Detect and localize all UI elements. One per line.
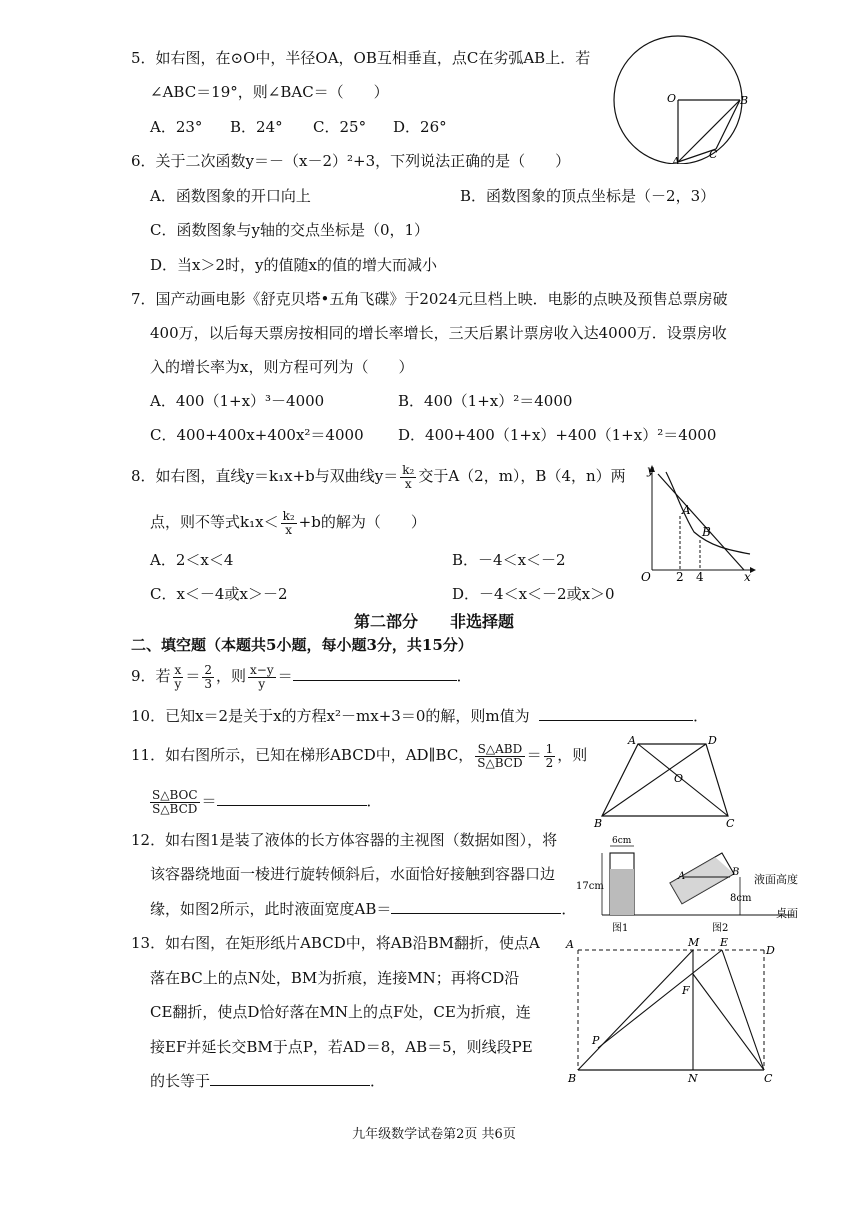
label-y: y [647,463,654,477]
q13-rectangle-figure [560,932,782,1088]
label-d: D [766,944,775,957]
label-e: E [720,936,729,949]
q13-line5: 的长等于 ． [150,1072,386,1090]
q7-option-c: C．400+400x+400x²＝4000 [150,426,364,444]
label-c: C [709,148,718,161]
label-b: B [594,817,603,830]
label-o: O [674,772,684,785]
q10-line: 10．已知x＝2是关于x的方程x²－mx+3＝0的解，则m值为 ． [131,707,709,725]
q8-option-a: A．2＜x＜4 [150,551,234,569]
q8-option-c: C．x＜－4或x＞－2 [150,585,288,603]
label-desk: 桌面 [776,907,798,920]
q8-option-b: B．－4＜x＜－2 [452,551,566,569]
q8-line1: 8．如右图，直线y＝k₁x+b与双曲线y＝ $\frac{\text{k₂}}{x}$ 交于A（2，m），B（4，n）两 [131,462,626,491]
q7-line2: 400万，以后每天票房按相同的增长率增长，三天后累计票房收入达4000万．设票房收 [150,324,727,342]
label-8cm: 8cm [730,893,752,904]
label-b: B [732,867,740,878]
label-b: B [740,94,749,107]
q12-answer-blank[interactable] [391,899,561,914]
q5-line1: 5．如右图，在⊙O中，半径OA，OB互相垂直，点C在劣弧AB上．若 [131,49,591,67]
q13-line2: 落在BC上的点N处，BM为折痕，连接MN；再将CD沿 [150,969,520,987]
q7-line1: 7．国产动画电影《舒克贝塔•五角飞碟》于2024元旦档上映．电影的点映及预售总票房破 [131,290,728,308]
label-6cm: 6cm [612,836,632,846]
label-f: F [682,984,690,997]
q6-option-c: C．函数图象与y轴的交点坐标是（0，1） [150,221,430,239]
label-b: B [568,1072,577,1085]
q5-option-c: C．25° [313,118,367,136]
label-o: O [667,92,677,105]
q12-line3: 缘，如图2所示，此时液面宽度AB＝ ． [150,900,577,918]
label-a: A [678,871,686,882]
q8-frac2: $\frac{\text{k₂}}{x}$ [282,508,295,537]
q6-option-d: D．当x＞2时，y的值随x的值的增大而减小 [150,256,437,274]
q6-option-b: B．函数图象的顶点坐标是（－2，3） [460,187,716,205]
label-x: x [744,570,751,582]
q5-option-d: D．26° [393,118,447,136]
q6-stem: 6．关于二次函数y＝－（x－2）²+3，下列说法正确的是（ ） [131,152,571,170]
q5-option-b: B．24° [230,118,283,136]
label-o: O [641,570,651,582]
part2-title: 第二部分 非选择题 [353,612,514,631]
q13-answer-blank[interactable] [210,1071,370,1086]
q11-line1: 11．如右图所示，已知在梯形ABCD中，AD∥BC， $\frac{\text{S△ABD}}{\text{S△BCD}}$ ＝ $\frac{1}{2}$ ，则 [131,741,588,770]
label-fig2: 图2 [712,923,729,934]
label-fig1: 图1 [612,923,629,934]
q8-frac-k2-x: $\frac{\text{k₂}}{x}$ [402,462,415,491]
q13-line4: 接EF并延长交BM于点P，若AD＝8，AB＝5，则线段PE [150,1038,533,1056]
q11-trapezoid-figure [588,732,748,832]
q9-answer-blank[interactable] [293,666,457,681]
label-m: M [688,936,700,949]
q12-line2: 该容器绕地面一棱进行旋转倾斜后，水面恰好接触到容器口边 [150,865,556,883]
q7-option-b: B．400（1+x）²＝4000 [398,392,573,410]
label-liquid-height: 液面高度 [754,873,798,886]
q5-circle-figure [612,34,760,164]
q13-line1: 13．如右图，在矩形纸片ABCD中，将AB沿BM翻折，使点A [131,934,540,952]
label-17cm: 17cm [576,881,604,892]
label-a: A [628,734,636,747]
q13-line3: CE翻折，使点D恰好落在MN上的点F处，CE为折痕，连 [150,1003,531,1021]
q7-line3: 入的增长率为x，则方程可列为（ ） [150,358,414,376]
tick-2: 2 [676,570,684,582]
q8-line2: 点，则不等式k₁x＜ $\frac{\text{k₂}}{x}$ +b的解为（ ） [150,508,426,537]
section-fill-in: 二、填空题（本题共5小题，每小题3分，共15分） [131,636,473,654]
page-footer: 九年级数学试卷第2页 共6页 [352,1127,516,1142]
label-b: B [702,525,711,539]
q6-option-a: A．函数图象的开口向上 [150,187,311,205]
label-d: D [708,734,717,747]
q5-line2: ∠ABC＝19°，则∠BAC＝（ ） [150,83,389,101]
label-n: N [688,1072,698,1085]
line-k1x-b [658,474,744,570]
q7-option-a: A．400（1+x）³－4000 [150,392,325,410]
label-p: P [592,1034,600,1047]
q5-option-a: A．23° [150,118,203,136]
q9-line: 9．若 $\frac{x}{y}$ ＝ $\frac{2}{3}$ ，则 $\frac{x-y}{y}$ ＝ ． [131,662,472,691]
label-a: A [566,938,574,951]
tick-4: 4 [696,570,704,582]
label-a: A [682,503,691,517]
q11-answer-blank[interactable] [217,791,367,806]
label-c: C [726,817,735,830]
q12-line1: 12．如右图1是装了液体的长方体容器的主视图（数据如图），将 [131,831,558,849]
q12-container-figure [572,833,808,937]
q10-answer-blank[interactable] [539,706,693,721]
q11-line2: $\frac{\text{S△BOC}}{\text{S△BCD}}$ ＝ ． [152,787,382,816]
q8-option-d: D．－4＜x＜－2或x＞0 [452,585,615,603]
label-c: C [764,1072,773,1085]
q8-graph-figure [632,462,757,582]
q7-option-d: D．400+400（1+x）+400（1+x）²＝4000 [398,426,717,444]
label-a: A [672,155,680,164]
hyperbola [666,472,750,554]
